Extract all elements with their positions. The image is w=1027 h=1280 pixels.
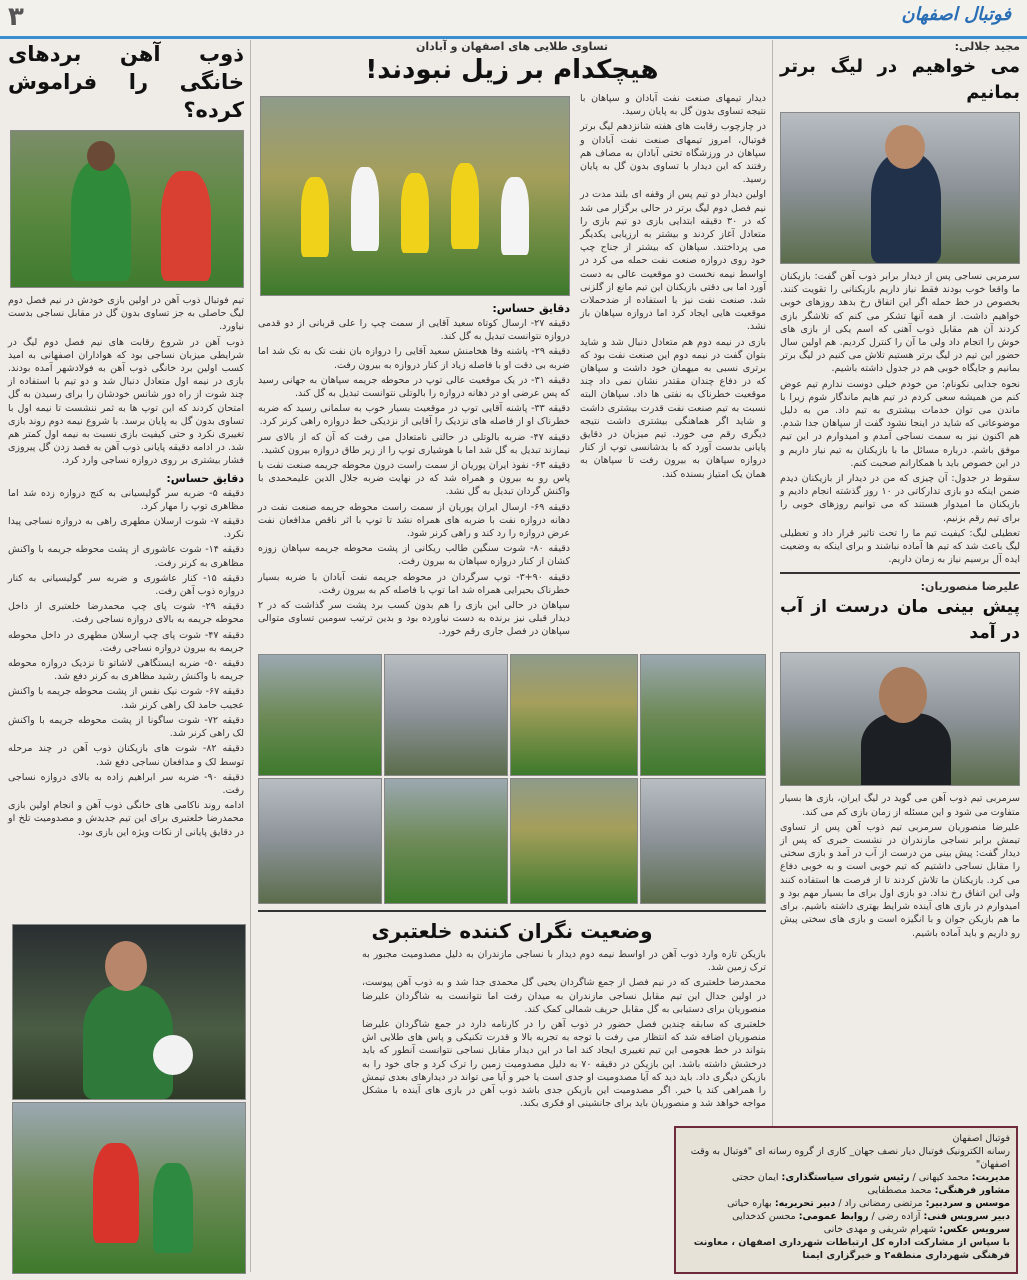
match-photo-main [260,96,570,296]
section-divider [780,572,1020,574]
gallery-photo [510,778,638,904]
credits-box [674,1126,1018,1274]
article-body: بازیکن تازه وارد ذوب آهن در اواسط نیمه دوم دیدار با نساجی مازندران به دلیل مصدومیت مجبور به ترک زمین شد. محمدرضا خلعتبری که در نیم فصل از جمع شاگردان یحیی گل محمدی جدا شد و به ذوب آهن پیوست، در اولین جدال این تیم مقابل نساجی مازندران به میدان رفت اما نتوانست به شاگردان علیرضا منصوریان برای دستیابی به گل مقابل حریف شمالی کمک کند. خلعتبری که سابقه چندین فصل حضور در ذوب آهن را در کارنامه دارد در جمع شاگردان علیرضا منصوریان اضافه شد که انتظار می رفت با توجه به تجربه بالا و قدرت تکنیکی و پاس های طلایی اش بتواند در خط هجومی این تیم تغییری ایجاد کند اما در این دیدار مقابل نساجی نتوانست آنطور که باید درخشش داشته باشد. این بازیکن در دقیقه ۷۰ به دلیل مصدومیت زمین را ترک کرد و جای خود را به بازیکن دیگری داد. باید دید که آیا مصدومیت او جدی است یا خیر و آیا می تواند در دیدارهای بعدی تیمش را همراهی کند یا خیر. اگر مصدومیت این بازیکن جدی باشد ذوب آهن در بازی های آینده با مشکل مواجه خواهد شد و منصوریان باید برای جانشینی او فکری بکند. [362,949,766,1110]
key-moments-list: دقیقه ۵- ضربه سر گولیسیانی به کنج دروازه زده شد اما مظاهری توپ را مهار کرد. دقیقه ۷- شوت ارسلان مطهری راهی به دروازه نساجی پیدا نکرد. دقیقه ۱۴- شوت عاشوری از پشت محوطه جریمه با واکنش مظاهری به کرنر رفت. دقیقه ۱۵- کنار عاشوری و ضربه سر گولیسیانی به کنار دروازه ذوب آهن رفت. دقیقه ۲۹- شوت پای چپ محمدرضا خلعتبری از داخل محوطه جریمه به بالای دروازه نساجی رفت. دقیقه ۴۷- شوت پای چپ ارسلان مطهری در داخل محوطه جریمه به بیرون دروازه نساجی رفت. دقیقه ۵۰- ضربه ایستگاهی لاشاتو تا نزدیک دروازه محوطه جریمه با واکنش رشید مظاهری به کرنر دفع شد. دقیقه ۶۷- شوت نیک نفس از پشت محوطه جریمه با واکنش عجیب حامد لک راهی کرنر شد. دقیقه ۷۲- شوت ساگونا از پشت محوطه جریمه با واکنش لک راهی کرنر شد. دقیقه ۸۲- شوت های بازیکنان ذوب آهن در چند مرحله توسط لک و مدافعان نساجی دفع شد. دقیقه ۹۰- ضربه سر ابراهیم زاده به بالای دروازه نساجی رفت. ادامه روند ناکامی های خانگی ذوب آهن و انجام اولین بازی محمدرضا خلعتبری برای این تیم جدیدش و مصدومیت تلخ او در دقایق پایانی از نکات ویژه این بازی بود. [8,487,245,838]
credits-line: رسانه الکترونیک فوتبال دیار نصف جهان_ کاری از گروه رسانه ای "فوتبال به وقت اصفهان" [690,1146,1010,1170]
credits-line: موسس و سردبیر: مرتضی رمضانی راد / دبیر تحریریه: بهاره حیاتی [727,1198,1010,1209]
gallery-photo [384,778,508,904]
gallery-photo [510,654,638,776]
column-divider [250,40,251,1272]
article-block [258,86,766,646]
article-headline: هیچکدام بر زیل نبودند! [365,55,659,85]
article-kicker: علیرضا منصوریان: [920,580,1020,594]
middle-column [258,40,766,1112]
credits-line: مشاور فرهنگی: محمد مصطفایی [867,1185,1010,1196]
right-column [780,40,1020,942]
key-moments [258,298,570,641]
coach-photo-jalali [780,112,1020,264]
article-body: سرمربی نساجی پس از دیدار برابر ذوب آهن گفت: بازیکنان ما واقعا خوب بودند فقط نیاز داریم بازیکنانی را تقویت کنند. بخصوص در خط حمله اگر این اتفاق رخ بدهد روزهای خوبی خواهیم داشت. از همه آنها تشکر می کنم که تلاشگر بازی کردند آن هم مقابل ذوب آهنی که اسم یکی از بازی های خوش را اتجام داد ولی ما آن را کنترل کردیم. هم اولین سال حضور این تیم در لیگ برتر هستیم تلاش می کنیم در لیگ برتر بمانیم و جایگاه خوبی هم در جدول داشته باشیم. نحوه جدایی نکونام: من خودم خیلی دوست ندارم تیم عوض کنم من همیشه سعی کردم در تیم هایم ماندگار شوم زیرا با ماندن می توان خدمات بیشتری به تیم داد. من به دلیل موضوعاتی که شاید در اینجا نشود گفت از سپاهان جدا شدم. هم اکنون نیز به سمت نساجی آمدم و امیدوارم در این تیم موفق باشم. درباره مسائل ما با بازیکنان به تیم نیاز داریم و در این خصوص باید با همکارانم صحبت کنم. سقوط در جدول: آن چیزی که من در دیدار از بازیکنان دیدم ضمن اینکه دو بازی تدارکاتی در ۱۰ روز گذشته انجام دادیم و بازیکنان ما امیدوار هستند که می توانیم روزهای خوبی را برای تیم رقم بزنیم. تعطیلی لیگ: کیفیت تیم ما را تحت تاثیر قرار داد و تعطیلی لیگ باعث شد که تیم ها آماده نباشند و برای اینکه به وضعیت ایده آل برسیم نیاز به زمان داریم. [780,271,1021,566]
article-headline: وضعیت نگران کننده خلعتبری [371,919,653,943]
gallery-photo [640,778,766,904]
credits-line: مدیریت: محمد کیهانی / رئیس شورای سیاستگذاری: ایمان حجتی [732,1172,1010,1183]
key-moments-title: دقایق حساس: [166,471,244,485]
article-kicker: تساوی طلایی های اصفهان و آبادان [415,40,609,53]
article-headline: می خواهیم در لیگ برتر بمانیم [780,56,1020,103]
photo-grid [258,654,766,904]
article-body: دیدار تیمهای صنعت نفت آبادان و سپاهان با نتیجه تساوی بدون گل به پایان رسید. در چارچوب رقابت های هفته شانزدهم لیگ برتر فوتبال، امروز تیمهای صنعت نفت آبادان و سپاهان در ورزشگاه تختی آبادان به مصاف هم رفتند که این دیدار با تساوی بدون گل به پایان رسید. اولین دیدار دو تیم پس از وقفه ای بلند مدت در نیم فصل دوم لیگ برتر در حالی برگزار می شد که در ۳۰ دقیقه ابتدایی بازی دو تیم بازی را متعادل آغاز کردند و بیشتر به ارزیابی یکدیگر می پرداختند. سپاهان که بیشتر از جناح چپ خود روی دروازه صنعت نفت حمله می کرد در اواسط نیمه نخست دو موقعیت عالی به دست آورد اما بی دقتی بازیکنان این تیم مانع از گلزنی شد. صنعت نفت نیز با استفاده از ضدحملات موقعیت هایی ایجاد کرد اما دروازه سپاهان باز نشد. بازی در نیمه دوم هم متعادل دنبال شد و شاید بتوان گفت در نیمه دوم این صنعت نفت بود که برتری نسبی به میهمان خود داشت و سپاهان که در دفاع چندان مقتدر نشان نمی داد چند موقعیت خطرناک به نفتی ها داد. سپاهان البته نسبت به تیم صنعت نفت قدرت بیشتری داشت و شاید اگر هماهنگی بیشتری داشت نتیجه دیگری رقم می خورد. تیم میزبان در دقایق پایانی بدست آورد که با بدشانسی توپ از کنار دروازه سپاهان به بیرون رفت تا سپاهان به همان یک امتیاز بسنده کند. [580,93,766,480]
match-photo-zob [10,130,244,288]
gallery-photo [384,654,508,776]
credits-line: دبیر سرویس فنی: آزاده رضی / روابط عمومی: محسن کدخدایی [732,1211,1010,1222]
article-headline: ذوب آهن بردهای خانگی را فراموش کرده؟ [8,42,244,122]
gallery-photo [640,654,766,776]
column-divider [772,40,773,1272]
key-moments-list: دقیقه ۲۷- ارسال کوتاه سعید آقایی از سمت چپ را علی قربانی از دو قدمی دروازه نتوانست تبدیل به گل کند. دقیقه ۲۹- پاشنه وفا هخامنش سعید آقایی را دروازه بان نفت تک به تک شد اما ضربه بی دقت او با فاصله زیاد از کنار دروازه به بیرون رفت. دقیقه ۳۱- در یک موقعیت عالی توپ در محوطه جریمه سپاهان به جهانی رسید که پس عرضی او در دهانه دروازه را بالوتلی نتوانست تبدیل به گل کند. دقیقه ۳۳- پاشنه آقایی توپ در موقعیت بسیار خوب به سلمانی رسید که ضربه خطرناک او از فاصله های نزدیک را آقایی از نزدیکی خط دروازه راهی کرنر کرد. دقیقه ۴۷- ضربه بالوتلی در حالتی نامتعادل می رفت که آن که از بالای سر نیمازند تبدیل به گل شد اما با هوشیاری توپ را از زیر طاق دروازه بیرون کشید. دقیقه ۶۳- نفوذ ایران پوریان از سمت راست درون محوطه جریمه صنعت نفت با پاس رو به بیرون و همراه شد که در نهایت ضربه جلال الدین علیمحمدی با واکنش گردان تبدیل به گل نشد. دقیقه ۶۹- ارسال ایران پوریان از سمت راست محوطه جریمه صنعت نفت در دهانه دروازه نفت با ضربه های همراه نشد تا توپ با اثر ناقص مدافعان نفت عرض دروازه را رد کند و راهی کرنر شود. دقیقه ۸۰- شوت سنگین طالب ریکانی از پشت محوطه جریمه سپاهان زوزه کشان از کنار دروازه سپاهان به بیرون رفت. دقیقه ۹۰+۳- توپ سرگردان در محوطه جریمه نفت آبادان با ضربه بسیار خطرناک بحیرایی همراه شد اما توپ با فاصله کم به بیرون رفت. سپاهان در حالی این بازی را هم بدون کسب برد پشت سر گذاشت که در ۲ دیدار قبلی نیز برنده به دست نیاورده بود و بدین ترتیب سومین تساوی متوالی سپاهان در فصل جاری رقم خورد. [258,318,571,638]
left-column [8,40,244,841]
gallery-photo [258,778,382,904]
credits-line: سرویس عکس: شهرام شریفی و مهدی خانی [823,1224,1010,1235]
publication-logo: فوتبال اصفهان [901,4,1011,25]
match-photo-action [12,1102,246,1274]
player-photo-ball [12,924,246,1100]
credits-title: فوتبال اصفهان [952,1133,1010,1144]
article-body: سرمربی تیم ذوب آهن می گوید در لیگ ایران، بازی ها بسیار متفاوت می شود و این مسئله از زمان بازی کم می کند. علیرضا منصوریان سرمربی تیم ذوب آهن پس از تساوی تیمش برابر نساجی مازندران در نشست خبری که پس از دیدار گفت: پیش بینی من درست از آب در آمد و بازی سختی را مقابل نساجی داشتیم که تیم خوبی است و به خوبی دفاع می کرد. بازیکنان ما تلاش کردند تا از فرصت ها استفاده کنند ولی این اتفاق رخ نداد. دو بازی اول برای ما بسیار مهم بود و امیدوارم در بازی های آینده شرایط بهتری داشته باشیم. برای ما هم بازیکن جوان و با انگیزه است و بازی های سختی پیش رو داریم و باید آماده باشیم. [780,793,1020,939]
article-body: تیم فوتبال ذوب آهن در اولین بازی خودش در نیم فصل دوم لیگ حاصلی به جز تساوی بدون گل در مقابل نساجی بدست نیاورد. ذوب آهن در شروع رقابت های نیم فصل دوم لیگ در شرایطی میزبان نساجی بود که هواداران اصفهانی به امید کسب اولین برد خانگی ذوب آهن به فولادشهر آمده بودند. بازی در نیمه اول متعادل دنبال شد و دو تیم با استفاده از چند شوت از راه دور شانس خودشان را برای رسیدن به گل امتحان کردند که این توپ ها به ثمر ننشست تا نیمه اول با تساوی بدون گل به پایان برسد. با شروع نیمه دوم روند بازی تغییری نکرد و حتی کیفیت بازی نسبت به نیمه اول کمتر هم شد. در ادامه دقیقه پایانی ذوب آهن به قصد زدن گل پیروزی فشار بیشتری بر روی دروازه نساجی وارد کرد. [8,295,244,467]
key-moments-title: دقایق حساس: [492,302,570,315]
article-headline: پیش بینی مان درست از آب در آمد [780,597,1020,644]
gallery-photo [258,654,382,776]
section-divider [258,910,766,912]
coach-photo-mansourian [780,652,1020,786]
credits-line: با سپاس از مشارکت اداره کل ارتباطات شهرداری اصفهان ، معاونت فرهنگی شهرداری منطقه۲ و خبرگزاری ایمنا [693,1237,1010,1261]
page-number: ۳ [8,2,24,32]
article-kicker: مجید جلالی: [954,40,1020,53]
top-bar [0,0,1027,39]
